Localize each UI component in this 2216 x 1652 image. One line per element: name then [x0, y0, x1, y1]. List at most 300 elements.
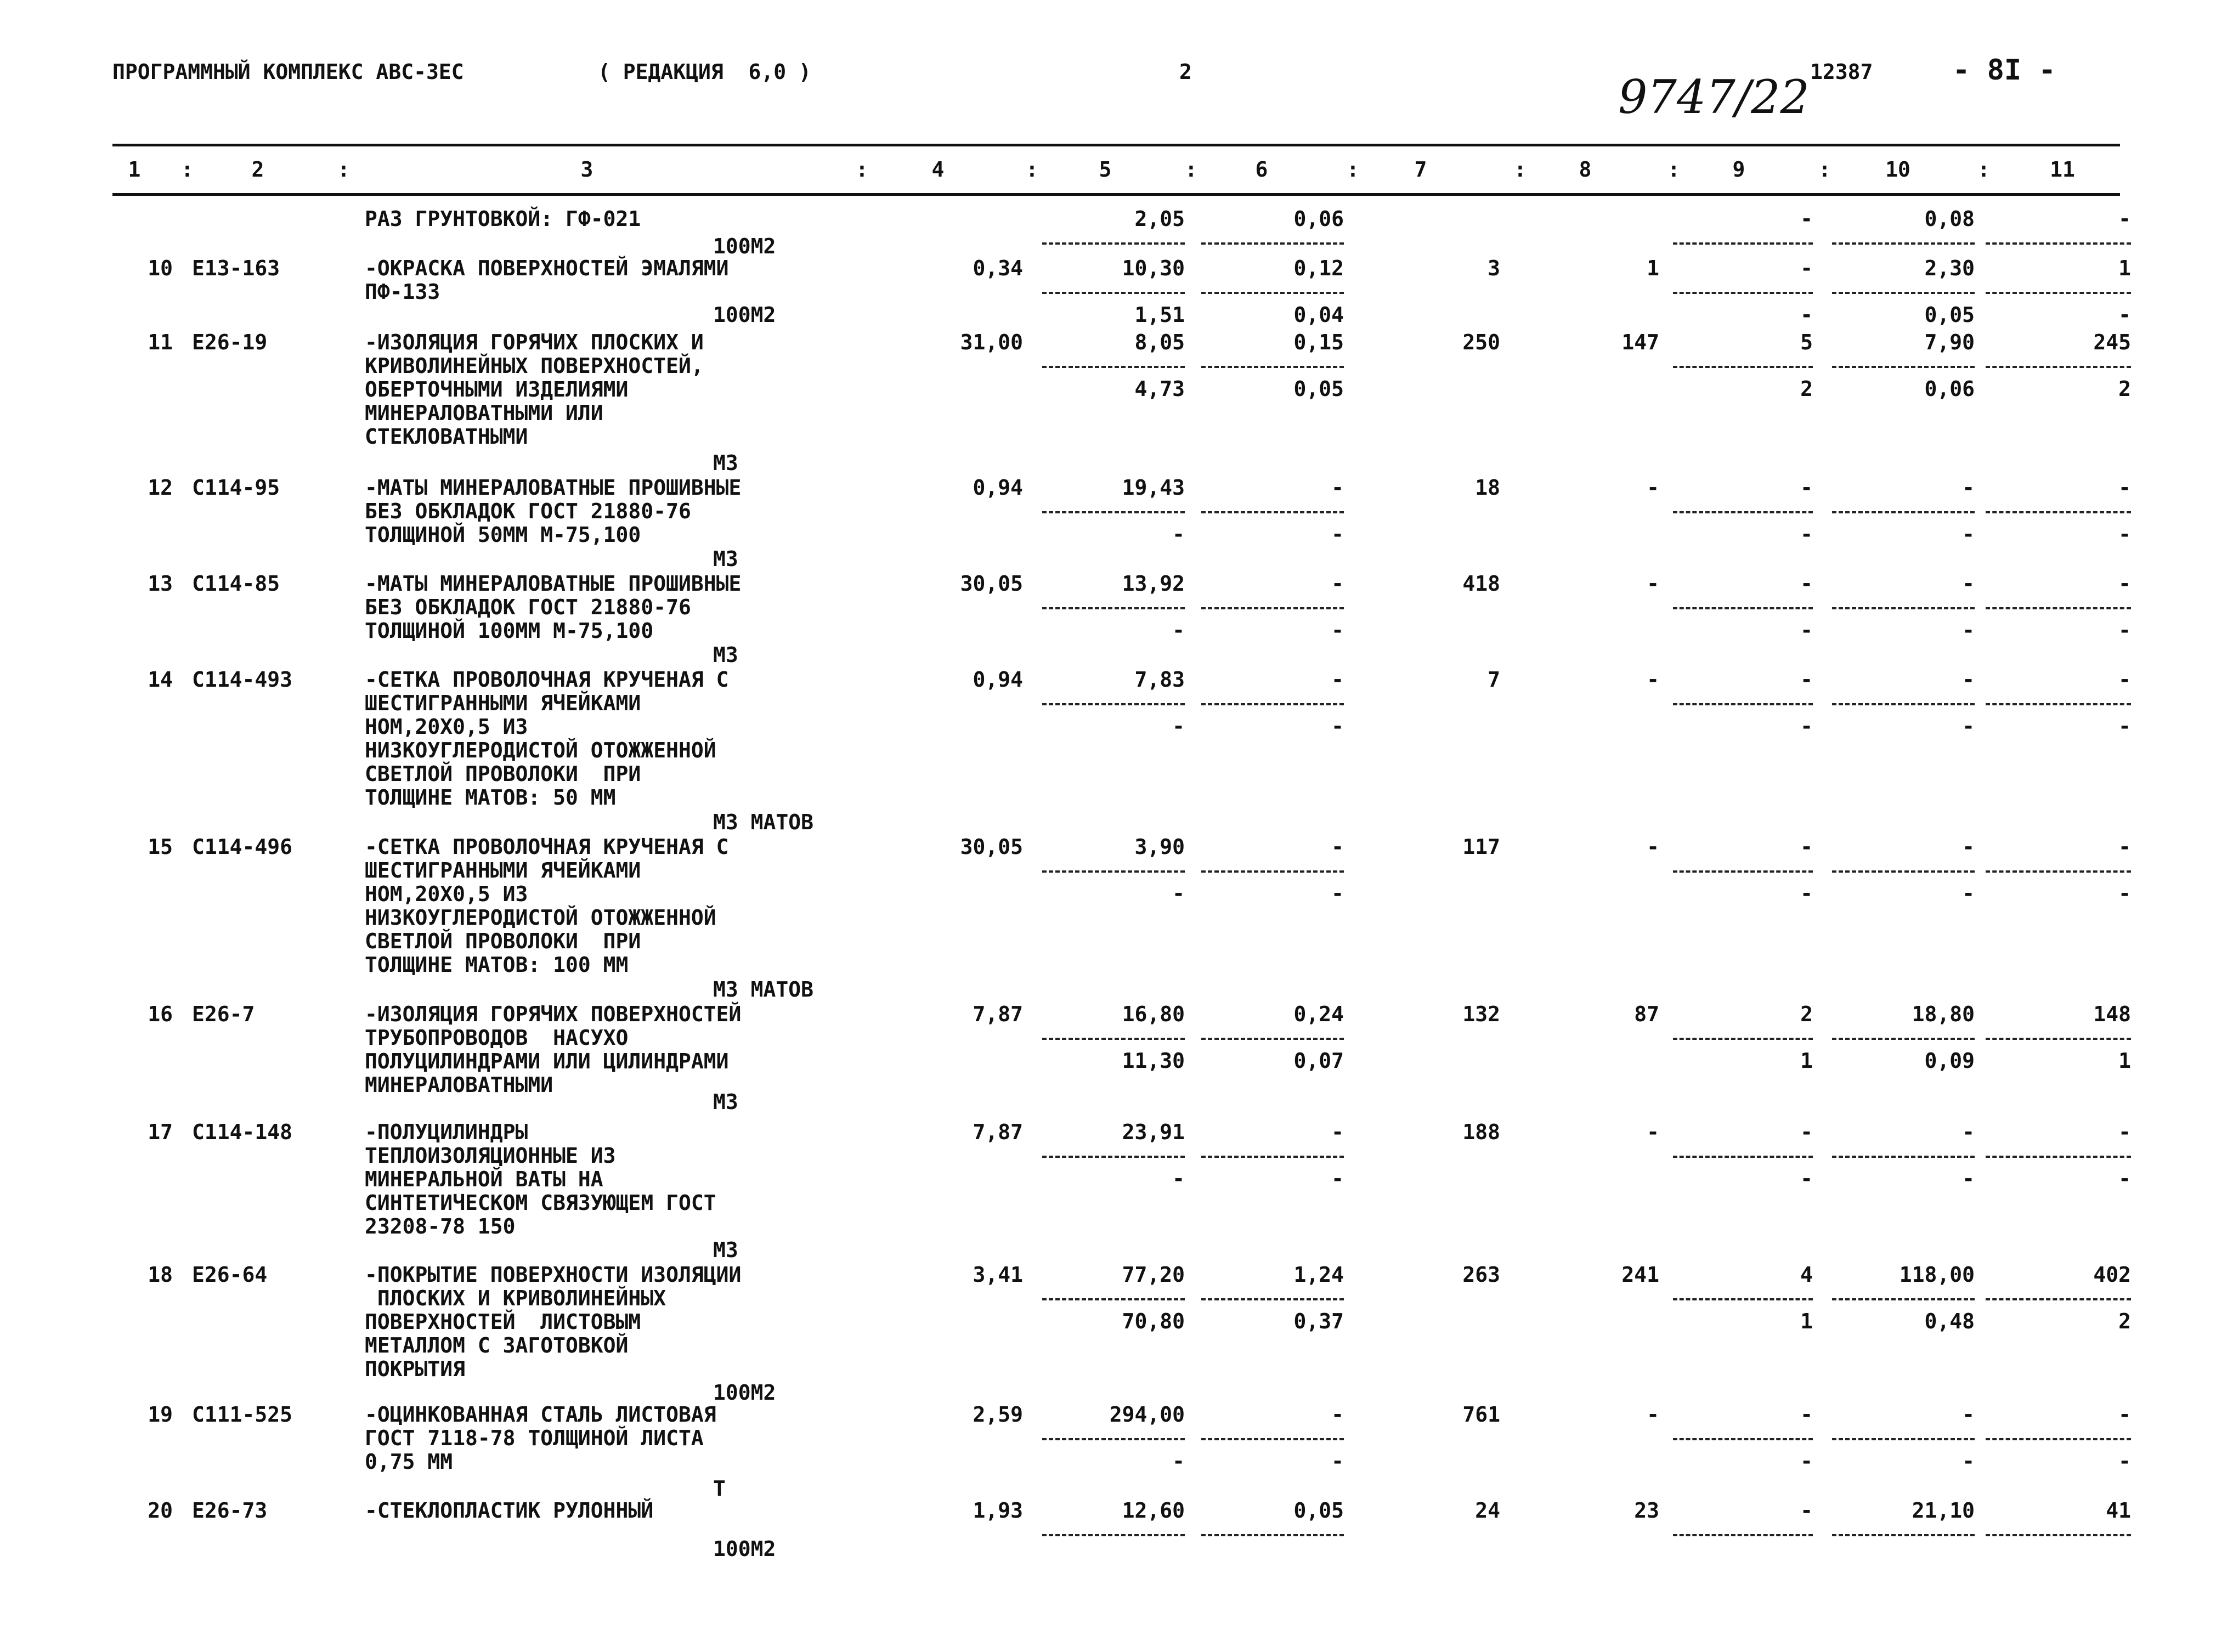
value-c8: -	[1647, 476, 1659, 500]
work-description-line: -МАТЫ МИНЕРАЛОВАТНЫЕ ПРОШИВНЫЕ	[365, 476, 742, 500]
subtotal-dashed-rule	[1673, 1038, 1813, 1040]
value-c6: 0,24	[1293, 1002, 1344, 1026]
value-c5: 77,20	[1122, 1263, 1185, 1287]
col-header-1: 1	[128, 157, 141, 182]
work-description-line: МИНЕРАЛОВАТНЫМИ	[365, 1073, 553, 1097]
rate-code: Е26-73	[192, 1498, 268, 1523]
subtotal-dashed-rule	[1042, 1038, 1185, 1040]
work-description-line: РАЗ ГРУНТОВКОЙ: ГФ-021	[365, 207, 641, 231]
value-c11: -	[2118, 207, 2131, 231]
subtotal-dashed-rule	[1201, 1438, 1344, 1440]
value-c8: 87	[1634, 1002, 1659, 1026]
sheet-number: - 8I -	[1953, 54, 2056, 87]
value-c4: 7,87	[973, 1120, 1023, 1144]
value-c8: 241	[1621, 1263, 1659, 1287]
subvalue-c9: 1	[1800, 1049, 1813, 1073]
subtotal-dashed-rule	[1673, 366, 1813, 368]
row-number: 17	[148, 1120, 173, 1144]
subtotal-dashed-rule	[1673, 1438, 1813, 1440]
subvalue-c10: -	[1962, 618, 1975, 642]
subvalue-c5: -	[1172, 1449, 1185, 1473]
value-c5: 8,05	[1134, 330, 1185, 354]
subtotal-dashed-rule	[1042, 703, 1185, 705]
work-description-line: -МАТЫ МИНЕРАЛОВАТНЫЕ ПРОШИВНЫЕ	[365, 572, 742, 596]
subtotal-dashed-rule	[1986, 511, 2131, 513]
subtotal-dashed-rule	[1042, 242, 1185, 245]
subtotal-dashed-rule	[1986, 870, 2131, 873]
value-c4: 7,87	[973, 1002, 1023, 1026]
work-description-line: НОМ,20Х0,5 ИЗ	[365, 882, 528, 906]
subvalue-c10: 0,48	[1924, 1309, 1975, 1333]
value-c11: -	[2118, 667, 2131, 692]
value-c9: -	[1800, 1120, 1813, 1144]
col-separator: :	[856, 157, 868, 182]
work-description-line: МЕТАЛЛОМ С ЗАГОТОВКОЙ	[365, 1333, 629, 1357]
value-c11: -	[2118, 572, 2131, 596]
subtotal-dashed-rule	[1201, 292, 1344, 294]
value-c10: -	[1962, 572, 1975, 596]
value-c11: -	[2118, 476, 2131, 500]
subtotal-dashed-rule	[1673, 1156, 1813, 1158]
subvalue-c5: 1,51	[1134, 303, 1185, 327]
value-c4: 30,05	[960, 835, 1023, 859]
value-c7: 3	[1488, 256, 1500, 280]
value-c11: -	[2118, 1120, 2131, 1144]
subtotal-dashed-rule	[1832, 1298, 1975, 1300]
subvalue-c10: -	[1962, 714, 1975, 738]
document-code: 12387	[1810, 60, 1873, 84]
edition-label: ( РЕДАКЦИЯ 6,0 )	[598, 60, 811, 84]
subtotal-dashed-rule	[1201, 1038, 1344, 1040]
value-c9: -	[1800, 572, 1813, 596]
unit-of-measure: 100М2	[713, 1537, 776, 1561]
subtotal-dashed-rule	[1042, 511, 1185, 513]
work-description-line: ТОЛЩИНЕ МАТОВ: 50 ММ	[365, 785, 616, 810]
subvalue-c9: -	[1800, 522, 1813, 546]
subtotal-dashed-rule	[1832, 242, 1975, 245]
value-c4: 30,05	[960, 572, 1023, 596]
value-c5: 19,43	[1122, 476, 1185, 500]
value-c5: 23,91	[1122, 1120, 1185, 1144]
value-c4: 0,94	[973, 667, 1023, 692]
col-separator: :	[1347, 157, 1359, 182]
value-c8: -	[1647, 572, 1659, 596]
value-c4: 31,00	[960, 330, 1023, 354]
rate-code: Е26-64	[192, 1263, 268, 1287]
row-number: 15	[148, 835, 173, 859]
subtotal-dashed-rule	[1986, 1534, 2131, 1536]
subvalue-c10: -	[1962, 1167, 1975, 1191]
subvalue-c5: -	[1172, 522, 1185, 546]
subvalue-c9: 1	[1800, 1309, 1813, 1333]
work-description-line: ШЕСТИГРАННЫМИ ЯЧЕЙКАМИ	[365, 858, 641, 882]
unit-of-measure: М3	[713, 451, 738, 475]
subtotal-dashed-rule	[1201, 1298, 1344, 1300]
header-bottom-rule	[112, 193, 2120, 196]
value-c6: -	[1331, 572, 1344, 596]
row-number: 16	[148, 1002, 173, 1026]
work-description-line: -ПОКРЫТИЕ ПОВЕРХНОСТИ ИЗОЛЯЦИИ	[365, 1263, 742, 1287]
value-c7: 188	[1462, 1120, 1500, 1144]
value-c7: 418	[1462, 572, 1500, 596]
subtotal-dashed-rule	[1673, 870, 1813, 873]
work-description-line: -ПОЛУЦИЛИНДРЫ	[365, 1120, 528, 1144]
row-number: 14	[148, 667, 173, 692]
subvalue-c9: -	[1800, 1449, 1813, 1473]
value-c11: -	[2118, 1402, 2131, 1427]
subtotal-dashed-rule	[1986, 607, 2131, 609]
row-number: 10	[148, 256, 173, 280]
value-c4: 0,34	[973, 256, 1023, 280]
value-c4: 3,41	[973, 1263, 1023, 1287]
subtotal-dashed-rule	[1673, 1298, 1813, 1300]
row-number: 13	[148, 572, 173, 596]
subtotal-dashed-rule	[1201, 511, 1344, 513]
col-separator: :	[1667, 157, 1680, 182]
subvalue-c6: 0,37	[1293, 1309, 1344, 1333]
work-description-line: ПОКРЫТИЯ	[365, 1357, 466, 1381]
value-c9: -	[1800, 835, 1813, 859]
subvalue-c9: 2	[1800, 377, 1813, 401]
subvalue-c5: 11,30	[1122, 1049, 1185, 1073]
value-c5: 7,83	[1134, 667, 1185, 692]
subvalue-c6: 0,05	[1293, 377, 1344, 401]
value-c4: 1,93	[973, 1498, 1023, 1523]
value-c7: 250	[1462, 330, 1500, 354]
value-c6: -	[1331, 835, 1344, 859]
work-description-line: ТЕПЛОИЗОЛЯЦИОННЫЕ ИЗ	[365, 1144, 616, 1168]
work-description-line: ШЕСТИГРАННЫМИ ЯЧЕЙКАМИ	[365, 691, 641, 715]
value-c6: 0,06	[1293, 207, 1344, 231]
value-c5: 13,92	[1122, 572, 1185, 596]
value-c6: 1,24	[1293, 1263, 1344, 1287]
col-header-5: 5	[1099, 157, 1112, 182]
subtotal-dashed-rule	[1832, 366, 1975, 368]
subtotal-dashed-rule	[1832, 511, 1975, 513]
subvalue-c10: 0,06	[1924, 377, 1975, 401]
subvalue-c11: -	[2118, 714, 2131, 738]
subtotal-dashed-rule	[1832, 1534, 1975, 1536]
work-description-line: КРИВОЛИНЕЙНЫХ ПОВЕРХНОСТЕЙ,	[365, 354, 704, 378]
value-c6: 0,12	[1293, 256, 1344, 280]
value-c6: -	[1331, 1402, 1344, 1427]
subtotal-dashed-rule	[1832, 703, 1975, 705]
work-description-line: СВЕТЛОЙ ПРОВОЛОКИ ПРИ	[365, 929, 641, 953]
value-c6: 0,05	[1293, 1498, 1344, 1523]
col-separator: :	[1818, 157, 1831, 182]
subtotal-dashed-rule	[1201, 1534, 1344, 1536]
value-c11: 41	[2106, 1498, 2131, 1523]
value-c8: -	[1647, 835, 1659, 859]
value-c8: -	[1647, 1120, 1659, 1144]
value-c7: 18	[1475, 476, 1500, 500]
value-c10: 7,90	[1924, 330, 1975, 354]
unit-of-measure: 100М2	[713, 1381, 776, 1405]
row-number: 11	[148, 330, 173, 354]
subvalue-c11: 2	[2118, 377, 2131, 401]
value-c8: -	[1647, 1402, 1659, 1427]
value-c9: 4	[1800, 1263, 1813, 1287]
work-description-line: -СЕТКА ПРОВОЛОЧНАЯ КРУЧЕНАЯ С	[365, 667, 729, 692]
subtotal-dashed-rule	[1201, 607, 1344, 609]
handwritten-note: 9747/22	[1618, 70, 1810, 124]
col-separator: :	[337, 157, 350, 182]
work-description-line: ПФ-133	[365, 280, 440, 304]
value-c5: 12,60	[1122, 1498, 1185, 1523]
value-c11: 245	[2093, 330, 2131, 354]
subvalue-c11: -	[2118, 1167, 2131, 1191]
value-c8: 23	[1634, 1498, 1659, 1523]
value-c8: -	[1647, 667, 1659, 692]
subvalue-c11: -	[2118, 881, 2131, 906]
work-description-line: 0,75 ММ	[365, 1450, 453, 1474]
subtotal-dashed-rule	[1673, 242, 1813, 245]
work-description-line: -ИЗОЛЯЦИЯ ГОРЯЧИХ ПОВЕРХНОСТЕЙ	[365, 1002, 742, 1026]
work-description-line: -СТЕКЛОПЛАСТИК РУЛОННЫЙ	[365, 1498, 654, 1523]
col-header-6: 6	[1255, 157, 1268, 182]
subtotal-dashed-rule	[1042, 366, 1185, 368]
value-c4: 2,59	[973, 1402, 1023, 1427]
value-c7: 263	[1462, 1263, 1500, 1287]
value-c10: -	[1962, 835, 1975, 859]
subvalue-c10: -	[1962, 881, 1975, 906]
unit-of-measure: 100М2	[713, 234, 776, 258]
work-description-line: ТОЛЩИНОЙ 50ММ М-75,100	[365, 523, 641, 547]
program-title: ПРОГРАММНЫЙ КОМПЛЕКС АВС-3ЕС	[112, 60, 464, 84]
work-description-line: НИЗКОУГЛЕРОДИСТОЙ ОТОЖЖЕННОЙ	[365, 738, 716, 762]
col-separator: :	[1185, 157, 1197, 182]
subtotal-dashed-rule	[1986, 292, 2131, 294]
row-number: 19	[148, 1402, 173, 1427]
col-separator: :	[1977, 157, 1990, 182]
subvalue-c6: -	[1331, 714, 1344, 738]
work-description-line: МИНЕРАЛЬНОЙ ВАТЫ НА	[365, 1167, 603, 1191]
row-number: 20	[148, 1498, 173, 1523]
value-c6: -	[1331, 667, 1344, 692]
subvalue-c9: -	[1800, 714, 1813, 738]
value-c11: 148	[2093, 1002, 2131, 1026]
work-description-line: СИНТЕТИЧЕСКОМ СВЯЗУЮЩЕМ ГОСТ	[365, 1191, 716, 1215]
subtotal-dashed-rule	[1201, 870, 1344, 873]
value-c9: 2	[1800, 1002, 1813, 1026]
value-c10: 18,80	[1912, 1002, 1975, 1026]
subvalue-c6: -	[1331, 522, 1344, 546]
subvalue-c10: 0,09	[1924, 1049, 1975, 1073]
unit-of-measure: 100М2	[713, 303, 776, 327]
subvalue-c10: -	[1962, 1449, 1975, 1473]
subtotal-dashed-rule	[1042, 1298, 1185, 1300]
work-description-line: ТОЛЩИНЕ МАТОВ: 100 ММ	[365, 953, 629, 977]
subtotal-dashed-rule	[1042, 1534, 1185, 1536]
value-c7: 117	[1462, 835, 1500, 859]
subvalue-c6: 0,07	[1293, 1049, 1344, 1073]
subtotal-dashed-rule	[1042, 292, 1185, 294]
subtotal-dashed-rule	[1832, 292, 1975, 294]
value-c5: 3,90	[1134, 835, 1185, 859]
subvalue-c9: -	[1800, 1167, 1813, 1191]
unit-of-measure: М3	[713, 1238, 738, 1262]
subvalue-c5: 4,73	[1134, 377, 1185, 401]
subtotal-dashed-rule	[1832, 870, 1975, 873]
value-c5: 16,80	[1122, 1002, 1185, 1026]
value-c10: -	[1962, 1402, 1975, 1427]
unit-of-measure: М3	[713, 547, 738, 571]
work-description-line: ПОЛУЦИЛИНДРАМИ ИЛИ ЦИЛИНДРАМИ	[365, 1049, 729, 1073]
work-description-line: БЕЗ ОБКЛАДОК ГОСТ 21880-76	[365, 595, 691, 619]
work-description-line: 23208-78 150	[365, 1214, 516, 1238]
work-description-line: МИНЕРАЛОВАТНЫМИ ИЛИ	[365, 401, 603, 425]
subtotal-dashed-rule	[1832, 607, 1975, 609]
page-number: 2	[1179, 60, 1192, 84]
subtotal-dashed-rule	[1986, 1156, 2131, 1158]
subvalue-c5: -	[1172, 1167, 1185, 1191]
value-c9: -	[1800, 1402, 1813, 1427]
value-c9: -	[1800, 476, 1813, 500]
work-description-line: СВЕТЛОЙ ПРОВОЛОКИ ПРИ	[365, 762, 641, 786]
value-c6: -	[1331, 1120, 1344, 1144]
col-separator: :	[1514, 157, 1527, 182]
col-header-2: 2	[251, 157, 264, 182]
value-c9: -	[1800, 667, 1813, 692]
subtotal-dashed-rule	[1042, 870, 1185, 873]
subtotal-dashed-rule	[1042, 1156, 1185, 1158]
subvalue-c5: -	[1172, 618, 1185, 642]
subvalue-c6: -	[1331, 881, 1344, 906]
subvalue-c5: -	[1172, 714, 1185, 738]
subvalue-c5: -	[1172, 881, 1185, 906]
rate-code: С114-95	[192, 476, 280, 500]
subtotal-dashed-rule	[1673, 511, 1813, 513]
subtotal-dashed-rule	[1832, 1156, 1975, 1158]
subvalue-c11: -	[2118, 303, 2131, 327]
work-description-line: БЕЗ ОБКЛАДОК ГОСТ 21880-76	[365, 499, 691, 523]
table-top-rule	[112, 144, 2120, 146]
value-c10: -	[1962, 1120, 1975, 1144]
value-c10: 2,30	[1924, 256, 1975, 280]
subtotal-dashed-rule	[1201, 1156, 1344, 1158]
subtotal-dashed-rule	[1986, 1038, 2131, 1040]
work-description-line: НИЗКОУГЛЕРОДИСТОЙ ОТОЖЖЕННОЙ	[365, 906, 716, 930]
value-c9: -	[1800, 207, 1813, 231]
rate-code: Е13-163	[192, 256, 280, 280]
value-c9: -	[1800, 1498, 1813, 1523]
subtotal-dashed-rule	[1832, 1438, 1975, 1440]
row-number: 18	[148, 1263, 173, 1287]
subvalue-c11: 2	[2118, 1309, 2131, 1333]
value-c11: -	[2118, 835, 2131, 859]
unit-of-measure: М3 МАТОВ	[713, 810, 814, 834]
col-header-8: 8	[1579, 157, 1592, 182]
value-c10: 118,00	[1899, 1263, 1975, 1287]
subvalue-c6: 0,04	[1293, 303, 1344, 327]
subtotal-dashed-rule	[1042, 1438, 1185, 1440]
value-c7: 761	[1462, 1402, 1500, 1427]
rate-code: Е26-7	[192, 1002, 255, 1026]
subvalue-c9: -	[1800, 303, 1813, 327]
rate-code: С114-85	[192, 572, 280, 596]
subvalue-c6: -	[1331, 1167, 1344, 1191]
value-c9: -	[1800, 256, 1813, 280]
subtotal-dashed-rule	[1986, 366, 2131, 368]
work-description-line: ТОЛЩИНОЙ 100ММ М-75,100	[365, 619, 654, 643]
subvalue-c11: 1	[2118, 1049, 2131, 1073]
subvalue-c5: 70,80	[1122, 1309, 1185, 1333]
unit-of-measure: М3	[713, 643, 738, 667]
unit-of-measure: М3 МАТОВ	[713, 977, 814, 1002]
value-c6: 0,15	[1293, 330, 1344, 354]
value-c10: -	[1962, 667, 1975, 692]
subtotal-dashed-rule	[1986, 242, 2131, 245]
subtotal-dashed-rule	[1673, 292, 1813, 294]
col-header-3: 3	[580, 157, 593, 182]
work-description-line: ТРУБОПРОВОДОВ НАСУХО	[365, 1026, 629, 1050]
subvalue-c11: -	[2118, 618, 2131, 642]
subvalue-c10: -	[1962, 522, 1975, 546]
subvalue-c11: -	[2118, 522, 2131, 546]
subvalue-c6: -	[1331, 618, 1344, 642]
col-header-10: 10	[1885, 157, 1910, 182]
value-c5: 10,30	[1122, 256, 1185, 280]
subtotal-dashed-rule	[1673, 703, 1813, 705]
unit-of-measure: Т	[713, 1476, 726, 1501]
value-c4: 0,94	[973, 476, 1023, 500]
subtotal-dashed-rule	[1201, 242, 1344, 245]
subvalue-c9: -	[1800, 618, 1813, 642]
unit-of-measure: М3	[713, 1090, 738, 1114]
rate-code: С114-496	[192, 835, 293, 859]
value-c11: 1	[2118, 256, 2131, 280]
value-c8: 147	[1621, 330, 1659, 354]
subtotal-dashed-rule	[1042, 607, 1185, 609]
work-description-line: -СЕТКА ПРОВОЛОЧНАЯ КРУЧЕНАЯ С	[365, 835, 729, 859]
subtotal-dashed-rule	[1832, 1038, 1975, 1040]
col-header-9: 9	[1732, 157, 1745, 182]
work-description-line: ПЛОСКИХ И КРИВОЛИНЕЙНЫХ	[365, 1286, 666, 1310]
value-c5: 294,00	[1109, 1402, 1185, 1427]
subtotal-dashed-rule	[1673, 607, 1813, 609]
subvalue-c11: -	[2118, 1449, 2131, 1473]
rate-code: Е26-19	[192, 330, 268, 354]
subtotal-dashed-rule	[1201, 703, 1344, 705]
value-c10: 21,10	[1912, 1498, 1975, 1523]
rate-code: С114-493	[192, 667, 293, 692]
value-c7: 7	[1488, 667, 1500, 692]
col-separator: :	[181, 157, 194, 182]
col-separator: :	[1026, 157, 1038, 182]
work-description-line: ПОВЕРХНОСТЕЙ ЛИСТОВЫМ	[365, 1310, 641, 1334]
subtotal-dashed-rule	[1673, 1534, 1813, 1536]
col-header-11: 11	[2050, 157, 2075, 182]
row-number: 12	[148, 476, 173, 500]
work-description-line: -ОЦИНКОВАННАЯ СТАЛЬ ЛИСТОВАЯ	[365, 1402, 716, 1427]
work-description-line: -ОКРАСКА ПОВЕРХНОСТЕЙ ЭМАЛЯМИ	[365, 256, 729, 280]
value-c7: 132	[1462, 1002, 1500, 1026]
subvalue-c9: -	[1800, 881, 1813, 906]
rate-code: С111-525	[192, 1402, 293, 1427]
work-description-line: -ИЗОЛЯЦИЯ ГОРЯЧИХ ПЛОСКИХ И	[365, 330, 704, 354]
work-description-line: ОБЕРТОЧНЫМИ ИЗДЕЛИЯМИ	[365, 377, 629, 401]
value-c11: 402	[2093, 1263, 2131, 1287]
value-c10: 0,08	[1924, 207, 1975, 231]
rate-code: С114-148	[192, 1120, 293, 1144]
value-c10: -	[1962, 476, 1975, 500]
work-description-line: НОМ,20Х0,5 ИЗ	[365, 715, 528, 739]
work-description-line: СТЕКЛОВАТНЫМИ	[365, 425, 528, 449]
value-c5: 2,05	[1134, 207, 1185, 231]
value-c6: -	[1331, 476, 1344, 500]
subvalue-c10: 0,05	[1924, 303, 1975, 327]
work-description-line: ГОСТ 7118-78 ТОЛЩИНОЙ ЛИСТА	[365, 1426, 704, 1450]
